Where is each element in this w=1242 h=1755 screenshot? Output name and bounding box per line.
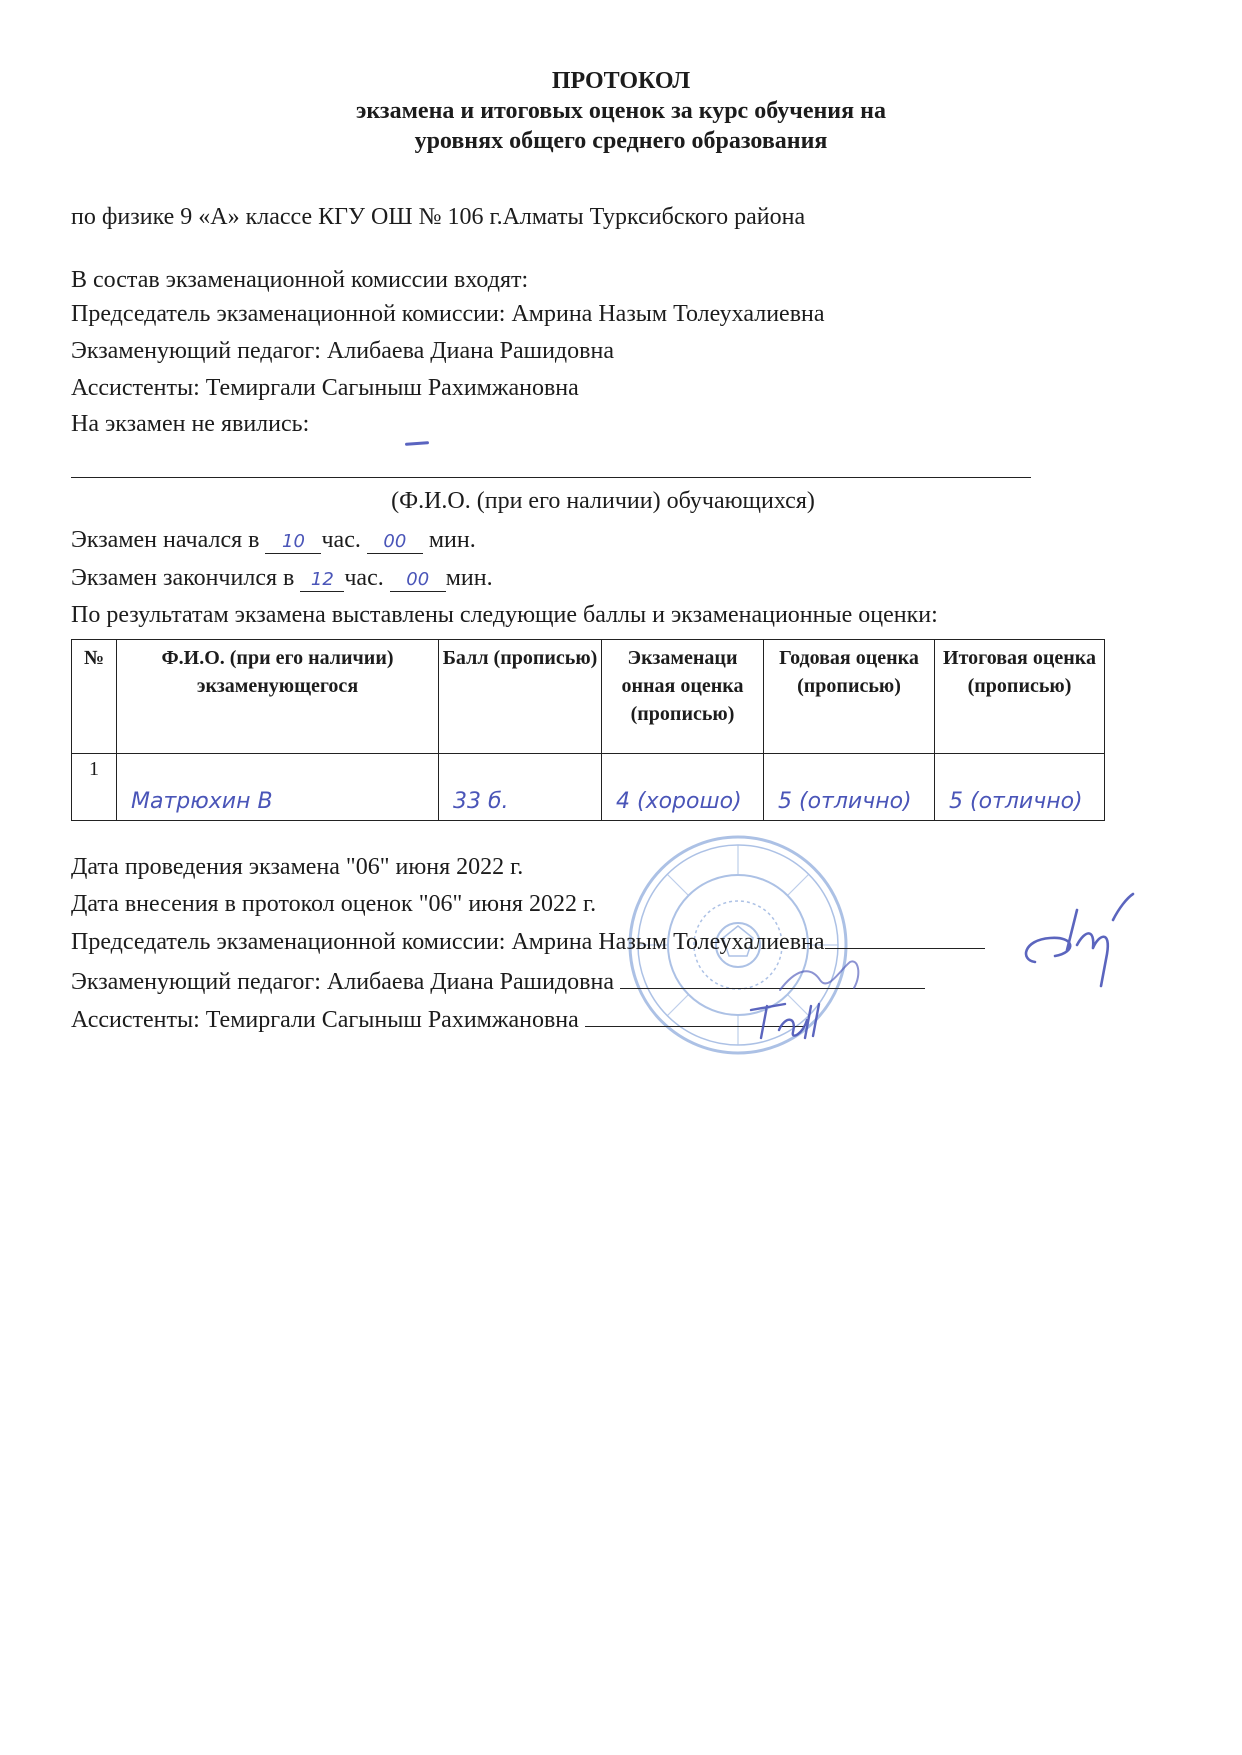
document-header xyxy=(0,66,1242,156)
row-num: 1 xyxy=(72,754,117,821)
header-score: Балл (прописью) xyxy=(439,640,602,754)
absent-students-rule xyxy=(71,477,1031,478)
table-row xyxy=(72,754,1105,821)
commission-assistants: Ассистенты: Темиргали Сагыныш Рахимжановна xyxy=(71,375,579,401)
header-name: Ф.И.О. (при его наличии) экзаменующегося xyxy=(117,640,439,754)
grades-table xyxy=(71,639,1105,821)
exam-end-hour: 12 xyxy=(310,569,334,590)
header-final-grade: Итоговая оценка (прописью) xyxy=(935,640,1105,754)
row-score-cell xyxy=(439,754,602,821)
row-final-cell xyxy=(935,754,1105,821)
chair-signature-label: Председатель экзаменационной комиссии: Амрина Назым Толеухалиевна xyxy=(71,929,825,955)
absent-label: На экзамен не явились: xyxy=(71,411,310,437)
hour-label-2: час. xyxy=(344,565,384,591)
absent-dash-mark xyxy=(405,441,429,446)
row-annual-grade: 5 (отлично) xyxy=(778,789,912,814)
exam-end-min: 00 xyxy=(406,569,430,590)
exam-start-min-field xyxy=(367,529,423,554)
absent-caption: (Ф.И.О. (при его наличии) обучающихся) xyxy=(391,488,815,514)
row-name-cell xyxy=(117,754,439,821)
min-label: мин. xyxy=(428,527,476,553)
exam-end-prefix: Экзамен закончился в xyxy=(71,565,295,591)
hour-label: час. xyxy=(321,527,361,553)
exam-start-hour-field xyxy=(265,529,321,554)
row-exam-cell xyxy=(602,754,764,821)
document-title: ПРОТОКОЛ xyxy=(551,68,691,94)
row-exam-grade: 4 (хорошо) xyxy=(616,789,742,814)
row-annual-cell xyxy=(764,754,935,821)
assistant-signature-line xyxy=(71,1004,805,1035)
header-num: № xyxy=(72,640,117,754)
assistant-signature-icon xyxy=(745,990,835,1050)
row-final-grade: 5 (отлично) xyxy=(949,789,1083,814)
document-subtitle-line-1: экзамена и итоговых оценок за курс обучения на xyxy=(356,98,886,124)
commission-intro: В состав экзаменационной комиссии входят: xyxy=(71,267,529,293)
chair-signature-icon xyxy=(1015,890,1145,1000)
commission-chair: Председатель экзаменационной комиссии: Амрина Назым Толеухалиевна xyxy=(71,301,825,327)
exam-start-min: 00 xyxy=(383,531,407,552)
exam-end-hour-field xyxy=(300,567,344,592)
exam-start-hour: 10 xyxy=(282,531,305,552)
commission-examiner: Экзаменующий педагог: Алибаева Диана Рашидовна xyxy=(71,338,614,364)
exam-start-prefix: Экзамен начался в xyxy=(71,527,260,553)
examiner-signature-label: Экзаменующий педагог: Алибаева Диана Рашидовна xyxy=(71,969,614,995)
row-name: Матрюхин В xyxy=(131,789,273,814)
exam-date: Дата проведения экзамена "06" июня 2022 г. xyxy=(71,854,524,880)
entry-date: Дата внесения в протокол оценок "06" июня 2022 г. xyxy=(71,891,597,917)
document-subtitle-line-2: уровнях общего среднего образования xyxy=(414,128,828,154)
exam-end-line xyxy=(71,563,493,593)
subject-line: по физике 9 «А» классе КГУ ОШ № 106 г.Алматы Турксибского района xyxy=(71,204,806,230)
exam-start-line xyxy=(71,525,476,555)
min-label-2: мин. xyxy=(445,565,493,591)
results-intro: По результатам экзамена выставлены следующие баллы и экзаменационные оценки: xyxy=(71,602,938,628)
header-exam-grade: Экзаменаци онная оценка (прописью) xyxy=(602,640,764,754)
table-header-row xyxy=(72,640,1105,754)
exam-end-min-field xyxy=(390,567,446,592)
row-score: 33 б. xyxy=(453,789,509,814)
assistant-signature-label: Ассистенты: Темиргали Сагыныш Рахимжановна xyxy=(71,1007,579,1033)
header-annual-grade: Годовая оценка (прописью) xyxy=(764,640,935,754)
